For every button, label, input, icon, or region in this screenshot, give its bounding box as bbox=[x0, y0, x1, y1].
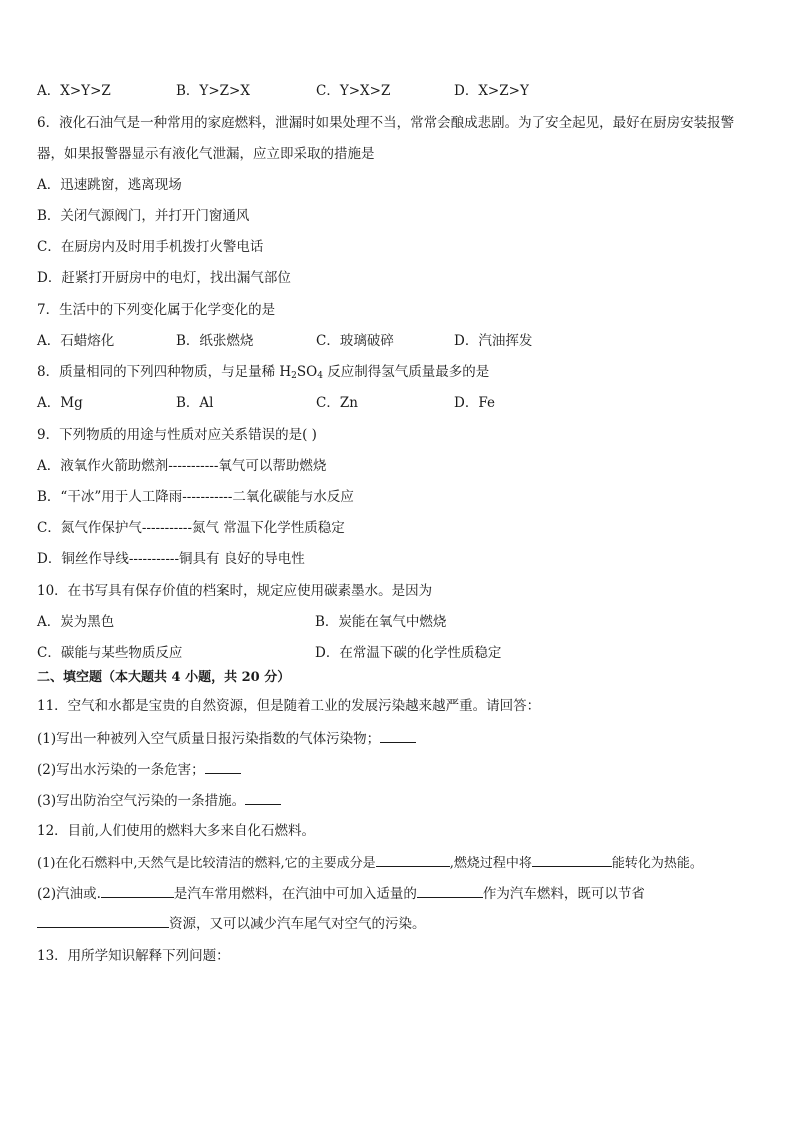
answer-blank[interactable] bbox=[37, 913, 169, 928]
q11-stem: 11．空气和水都是宝贵的自然资源，但是随着工业的发展污染越来越严重。请回答： bbox=[37, 698, 541, 714]
q9-option-c: C．氮气作保护气-----------氮气 常温下化学性质稳定 bbox=[37, 520, 345, 536]
q6-stem-line1: 6．液化石油气是一种常用的家庭燃料，泄漏时如果处理不当，常常会酿成悲剧。为了安全起见，最好在厨房安装报警 bbox=[37, 115, 735, 131]
q9-option-b: B．“干冰”用于人工降雨-----------二氧化碳能与水反应 bbox=[37, 489, 354, 505]
q6-stem-line2: 器，如果报警器显示有液化气泄漏，应立即采取的措施是 bbox=[37, 146, 375, 162]
q8-option-c: C．Zn bbox=[316, 395, 358, 411]
q6-option-a: A．迅速跳窗，逃离现场 bbox=[37, 177, 182, 193]
q8-option-b: B．Al bbox=[176, 395, 214, 411]
q11-sub2: (2)写出水污染的一条危害； bbox=[37, 759, 241, 780]
q10-option-b: B．炭能在氧气中燃烧 bbox=[315, 614, 447, 630]
q12-sub1: (1)在化石燃料中,天然气是比较清洁的燃料,它的主要成分是 ,燃烧过程中将 能转化为热能。 bbox=[37, 852, 703, 874]
q8-option-a: A．Mg bbox=[37, 395, 83, 411]
q6-option-b: B．关闭气源阀门，并打开门窗通风 bbox=[37, 208, 250, 224]
q6-option-d: D．赶紧打开厨房中的电灯，找出漏气部位 bbox=[37, 270, 291, 286]
q5-option-c: C．Y>X>Z bbox=[316, 83, 391, 99]
q8-stem: 8．质量相同的下列四种物质，与足量稀 $H_2SO_4$ 反应制得氢气质量最多的是 bbox=[37, 364, 490, 381]
q5-option-a: A．X>Y>Z bbox=[37, 83, 111, 99]
answer-blank[interactable] bbox=[376, 852, 450, 867]
q5-option-d: D．X>Z>Y bbox=[454, 83, 529, 99]
q6-option-c: C．在厨房内及时用手机拨打火警电话 bbox=[37, 239, 264, 255]
section-heading: 二、填空题（本大题共 4 小题，共 20 分） bbox=[37, 670, 291, 685]
answer-blank[interactable] bbox=[245, 790, 281, 805]
q10-option-d: D．在常温下碳的化学性质稳定 bbox=[315, 645, 502, 661]
q9-option-a: A．液氧作火箭助燃剂-----------氧气可以帮助燃烧 bbox=[37, 458, 327, 474]
q10-option-c: C．碳能与某些物质反应 bbox=[37, 645, 183, 661]
q12-sub2-cont: 资源，又可以减少汽车尾气对空气的污染。 bbox=[37, 913, 426, 934]
answer-blank[interactable] bbox=[380, 728, 416, 743]
q7-option-d: D．汽油挥发 bbox=[454, 333, 533, 349]
answer-blank[interactable] bbox=[101, 883, 174, 898]
q5-option-b: B．Y>Z>X bbox=[176, 83, 250, 99]
answer-blank[interactable] bbox=[532, 852, 612, 867]
q7-option-b: B．纸张燃烧 bbox=[176, 333, 254, 349]
q8-option-d: D．Fe bbox=[454, 395, 495, 411]
answer-blank[interactable] bbox=[417, 883, 483, 898]
q7-option-c: C．玻璃破碎 bbox=[316, 333, 394, 349]
q11-sub1: (1)写出一种被列入空气质量日报污染指数的气体污染物； bbox=[37, 728, 416, 749]
q7-stem: 7．生活中的下列变化属于化学变化的是 bbox=[37, 302, 276, 318]
q10-option-a: A．炭为黑色 bbox=[37, 614, 115, 630]
answer-blank[interactable] bbox=[205, 759, 241, 774]
q13-stem: 13．用所学知识解释下列问题： bbox=[37, 948, 230, 964]
q12-sub2: (2)汽油或. 是汽车常用燃料，在汽油中可加入适量的 作为汽车燃料，既可以节省 bbox=[37, 883, 645, 904]
q12-stem: 12．目前,人们使用的燃料大多来自化石燃料。 bbox=[37, 823, 315, 839]
q11-sub3: (3)写出防治空气污染的一条措施。 bbox=[37, 790, 281, 811]
q9-stem: 9．下列物质的用途与性质对应关系错误的是( ) bbox=[37, 427, 317, 443]
q9-option-d: D．铜丝作导线-----------铜具有 良好的导电性 bbox=[37, 551, 305, 567]
q7-option-a: A．石蜡熔化 bbox=[37, 333, 115, 349]
q10-stem: 10．在书写具有保存价值的档案时，规定应使用碳素墨水。是因为 bbox=[37, 583, 433, 599]
